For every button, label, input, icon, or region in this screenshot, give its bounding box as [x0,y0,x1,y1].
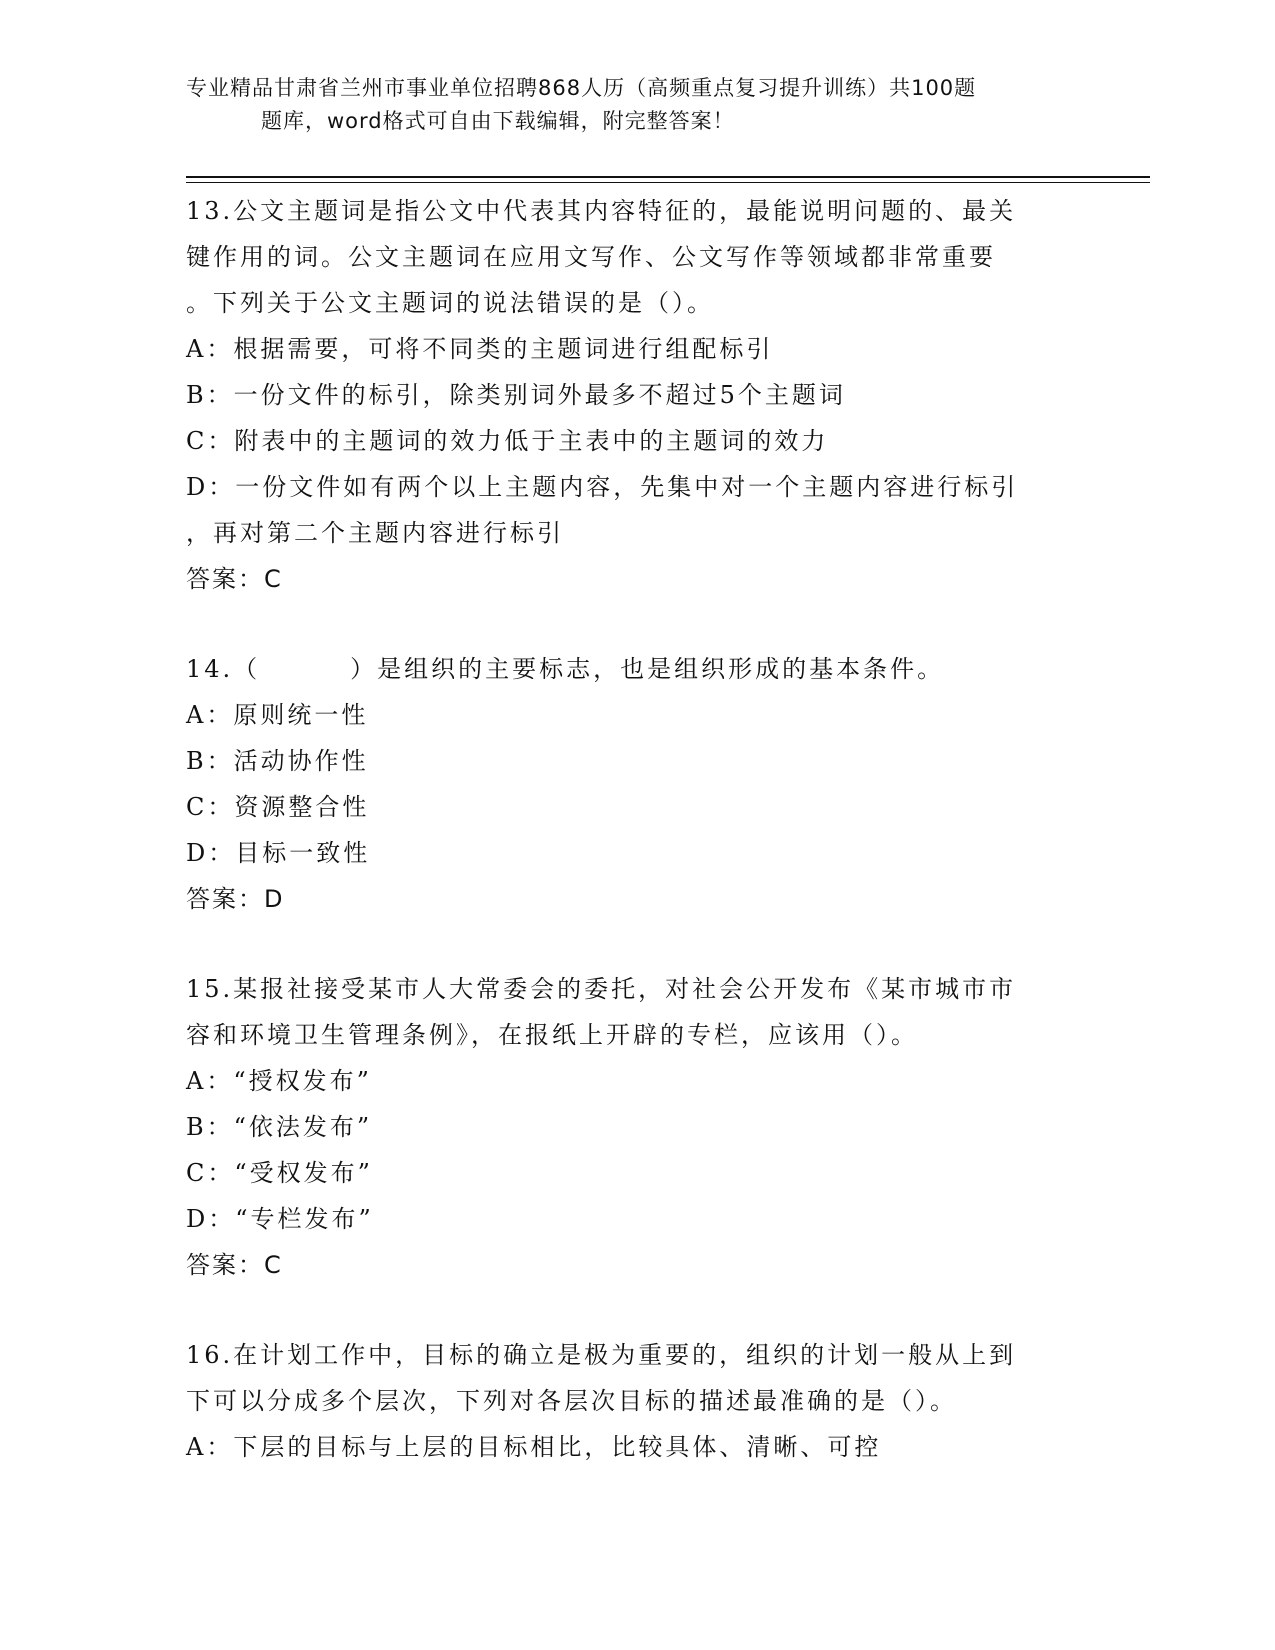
question-list [186,188,1086,1470]
header-rule-thick [186,176,1150,178]
stem-suffix: ）是组织的主要标志，也是组织形成的基本条件。 [350,655,945,683]
option-a: A：原则统一性 [186,701,369,729]
question-stem-line: 键作用的词。公文主题词在应用文写作、公文写作等领域都非常重要 [186,243,996,271]
stem-prefix: 14.（ [186,655,261,683]
option-d-continued: ，再对第二个主题内容进行标引 [186,519,564,547]
answer-line: 答案：D [186,885,285,913]
question-15 [186,966,1086,1288]
question-stem-line: 容和环境卫生管理条例》，在报纸上开辟的专栏，应该用（）。 [186,1021,918,1049]
document-header [186,72,1086,138]
option-b: B：“依法发布” [186,1113,373,1141]
question-gap [186,922,1086,966]
option-a: A：下层的目标与上层的目标相比，比较具体、清晰、可控 [186,1433,882,1461]
question-gap [186,602,1086,646]
option-b: B：活动协作性 [186,747,369,775]
answer-line: 答案：C [186,565,283,593]
header-line-1: 专业精品甘肃省兰州市事业单位招聘868人历（高频重点复习提升训练）共100题 [186,76,977,100]
question-stem-line: 15.某报社接受某市人大常委会的委托，对社会公开发布《某市城市市 [186,975,1017,1003]
question-stem-line: 下可以分成多个层次，下列对各层次目标的描述最准确的是（）。 [186,1387,957,1415]
option-d: D：一份文件如有两个以上主题内容，先集中对一个主题内容进行标引 [186,473,1019,501]
answer-line: 答案：C [186,1251,283,1279]
option-b: B：一份文件的标引，除类别词外最多不超过5个主题词 [186,381,846,409]
question-gap [186,1288,1086,1332]
question-13 [186,188,1086,602]
option-c: C：附表中的主题词的效力低于主表中的主题词的效力 [186,427,829,455]
question-stem-line: 13.公文主题词是指公文中代表其内容特征的，最能说明问题的、最关 [186,197,1017,225]
question-stem-line [186,646,1086,692]
header-line-2: 题库，word格式可自由下载编辑，附完整答案！ [261,109,735,133]
option-d: D：“专栏发布” [186,1205,374,1233]
option-c: C：“受权发布” [186,1159,373,1187]
option-c: C：资源整合性 [186,793,370,821]
header-rule-thin [186,182,1150,183]
option-d: D：目标一致性 [186,839,371,867]
option-a: A：根据需要，可将不同类的主题词进行组配标引 [186,335,774,363]
question-stem-line: 16.在计划工作中，目标的确立是极为重要的，组织的计划一般从上到 [186,1341,1017,1369]
question-16 [186,1332,1086,1470]
option-a: A：“授权发布” [186,1067,372,1095]
question-stem-line: 。下列关于公文主题词的说法错误的是（）。 [186,289,714,317]
question-14 [186,646,1086,922]
